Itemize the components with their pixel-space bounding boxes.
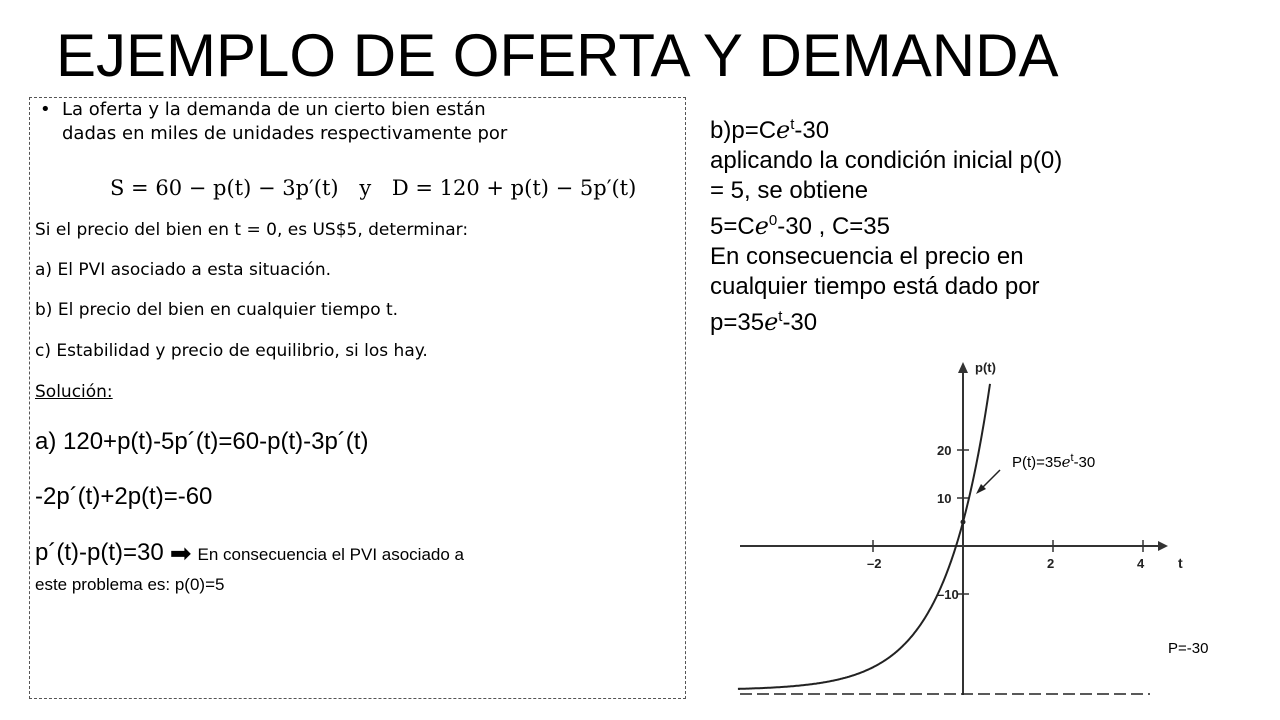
intro-line-1: La oferta y la demanda de un cierto bien están	[62, 99, 486, 120]
solution-b-line-1: $b)p=Ce^t-30$	[710, 116, 830, 144]
question-a: a) El PVI asociado a esta situación.	[35, 260, 332, 280]
step-3-equation: p´(t)-p(t)=30	[35, 539, 164, 566]
solution-step-1: a) 120+p(t)-5p´(t)=60-p(t)-3p´(t)	[35, 428, 369, 455]
initial-point	[961, 520, 966, 525]
right-arrow-icon: ➡	[169, 538, 192, 568]
solution-b-line-6: cualquier tiempo está dado por	[710, 273, 1040, 300]
solution-b-line-5: En consecuencia el precio en	[710, 243, 1024, 270]
solution-b-line-4: $5=Ce^0-30$ , C=35	[710, 212, 890, 240]
x-axis-arrow	[1158, 541, 1168, 551]
x-tick-label: 4	[1137, 556, 1145, 571]
series-line	[738, 384, 990, 689]
solution-b-line-3: = 5, se obtiene	[710, 177, 869, 204]
x-axis-label: t	[1178, 555, 1183, 571]
x-tick-label: –2	[867, 556, 882, 571]
solution-b-line-7: $p=35e^t-30$	[710, 308, 818, 336]
step-3-note-2: este problema es: p(0)=5	[35, 575, 225, 594]
solution-heading: Solución:	[35, 382, 113, 402]
demand-equation: D = 120 + p(t) − 5p′(t)	[391, 176, 637, 200]
step-3-note: En consecuencia el PVI asociado a	[197, 545, 465, 564]
y-axis-label: p(t)	[975, 360, 996, 375]
solution-step-2: -2p´(t)+2p(t)=-60	[35, 483, 213, 510]
y-tick-label: 10	[937, 491, 952, 506]
solution-b-line-2: aplicando la condición inicial p(0)	[710, 147, 1063, 174]
question-intro: Si el precio del bien en t = 0, es US$5, determinar:	[35, 220, 469, 240]
curve-label: $P(t)=35e^t-30$	[1012, 452, 1096, 471]
y-tick-label: –10	[937, 587, 959, 602]
page-title: EJEMPLO DE OFERTA Y DEMANDA	[56, 22, 1059, 89]
supply-equation: S = 60 − p(t) − 3p′(t)	[110, 176, 339, 200]
y-axis-arrow	[958, 362, 968, 373]
question-c: c) Estabilidad y precio de equilibrio, si los hay.	[35, 341, 428, 361]
bullet-icon: •	[40, 99, 51, 120]
x-tick-label: 2	[1047, 556, 1055, 571]
equation-conjunction: y	[359, 176, 372, 200]
y-tick-label: 20	[937, 443, 952, 458]
question-b: b) El precio del bien en cualquier tiempo t.	[35, 300, 399, 320]
intro-line-2: dadas en miles de unidades respectivamente por	[62, 123, 508, 144]
asymptote-label: P=-30	[1168, 640, 1209, 657]
